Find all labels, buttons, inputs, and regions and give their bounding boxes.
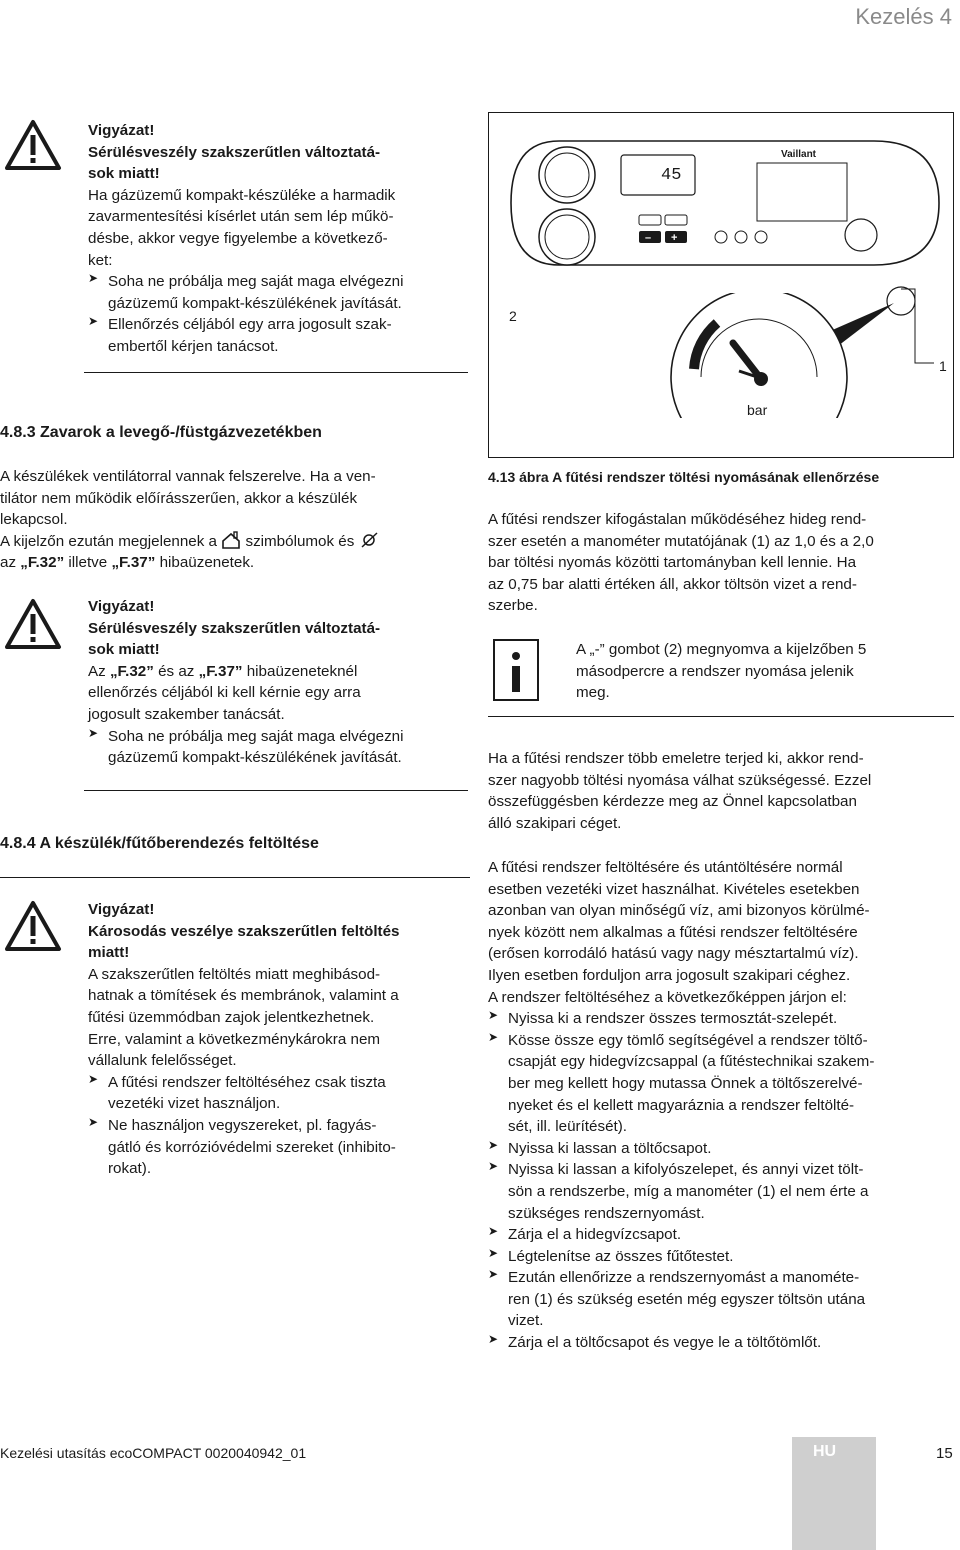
brand-logo: Vaillant [781,149,817,160]
body-line: ket: [88,251,113,269]
error-code: „F.37” [198,662,243,680]
bullet-line: ➤ Soha ne próbálja meg saját maga elvégezni [108,727,404,745]
bullet-line: ➤ Ezután ellenőrizze a rendszernyomást a manométe- [508,1269,860,1287]
body-line: désbe, akkor vegye figyelembe a következő- [88,229,388,247]
warning-subtitle: Sérülésveszély szakszerűtlen változtatá- [88,619,381,637]
section-483-body [0,466,470,574]
bullet-line: ➤ Soha ne próbálja meg saját maga elvégezni [108,273,404,291]
error-code: „F.32” [109,662,154,680]
bullet-item [88,1115,473,1180]
body-line: esetben vezetéki vizet használhat. Kivételes esetekben [488,880,860,898]
page-number: 15 [936,1445,953,1462]
bullet-line: vizet. [508,1312,544,1330]
text-span: hibaüzeneteknél [242,662,358,680]
body-line: az 0,75 bar alatti értéken áll, akkor töltsön vizet a rend- [488,575,857,593]
bullet-line: ➤ Zárja el a hidegvízcsapot. [508,1226,682,1244]
bullet-line: sét, ill. leürítését). [508,1118,628,1136]
step-item [488,1138,953,1160]
bullet-line: ➤ Ne használjon vegyszereket, pl. fagyás- [108,1116,377,1134]
info-note [576,639,956,704]
body-line: jogosult szakember tanácsát. [88,705,285,723]
warning-title: Vigyázat! [88,901,155,918]
bullet-line: ➤ Zárja el a töltőcsapot és vegye le a töltőtömlőt. [508,1334,822,1352]
body-line [0,531,470,553]
bullet-line: ren (1) és szükség esetén még egyszer töltsön utána [508,1290,866,1308]
text-span: A kijelzőn ezután megjelennek a [0,532,217,550]
bullet-line: ➤ A fűtési rendszer feltöltéséhez csak tiszta [108,1073,386,1091]
bullet-line: vezetéki vizet használjon. [108,1095,281,1113]
warning-title: Vigyázat! [88,122,155,139]
warning-title: Vigyázat! [88,598,155,615]
body-line: nyek között nem alkalmas a fűtési rendszer feltöltésére [488,923,858,941]
right-para-2 [488,748,953,834]
callout-label-2: 2 [509,308,517,324]
body-line: vállalunk felelősséget. [88,1052,237,1070]
warning-box-1 [88,120,473,358]
step-item [488,1332,953,1354]
language-code: HU [813,1443,837,1460]
body-line: szer esetén a manométer mutatójának (1) az 1,0 és a 2,0 [488,532,874,550]
body-line: A készülékek ventilátorral vannak felszerelve. Ha a ven- [0,468,376,485]
warning-box-3 [88,899,473,1180]
error-code: „F.32” [20,554,65,572]
bullet-line: sön a rendszerbe, míg a manométer (1) el nem érte a [508,1182,869,1200]
boiler-panel-figure [488,112,954,458]
warning-triangle-icon [4,118,62,172]
body-line [0,552,470,574]
body-line: meg. [576,684,610,702]
bullet-line: szükséges rendszernyomást. [508,1204,705,1222]
text-span: és az [153,662,199,680]
warning-triangle-icon [4,597,62,651]
bullet-item [88,1072,473,1115]
body-line: szer nagyobb töltési nyomása válhat szükségessé. Ezzel [488,771,872,789]
bullet-line: ➤ Kösse össze egy tömlő segítségével a rendszer töltő- [508,1031,868,1049]
bullet-line: gátló és korrózióvédelmi szereket (inhibito- [108,1138,396,1156]
bullet-line: ➤ Légtelenítse az összes fűtőtestet. [508,1247,734,1265]
bullet-item [88,271,473,314]
right-para-3 [488,857,953,1354]
text-span: hibaüzenetek. [155,554,255,572]
body-line: szerbe. [488,597,538,615]
body-line: A szakszerűtlen feltöltés miatt meghibásod- [88,965,381,983]
bullet-line: embertől kérjen tanácsot. [108,337,279,355]
bullet-line: ➤ Nyissa ki lassan a töltőcsapot. [508,1139,712,1157]
body-line [88,661,473,683]
chimney-symbol-icon [221,531,241,549]
body-line: A fűtési rendszer feltöltésére és utántöltésére normál [488,859,843,876]
display-readout: 45 [661,166,682,185]
body-line: azonban van olyan minőségű víz, ami bizonyos körülmé- [488,902,870,920]
text-span: illetve [64,554,112,572]
step-item [488,1224,953,1246]
divider [488,716,954,717]
step-item [488,1030,953,1138]
unit-label: bar [747,402,768,418]
right-para-1 [488,509,953,617]
bullet-line: ➤ Nyissa ki lassan a kifolyószelepet, és annyi vizet tölt- [508,1161,864,1179]
text-span: az [0,554,21,572]
boiler-control-panel-illustration [489,113,953,457]
body-line: Ilyen esetben forduljon arra jogosult szakipari céghez. [488,966,851,984]
footer-doc-title: Kezelési utasítás ecoCOMPACT 0020040942_01 [0,1445,307,1461]
section-heading: 4.8.4 A készülék/fűtőberendezés feltöltése [0,835,319,852]
bullet-line: nyeket és el kellett magyaráznia a rendszer feltölté- [508,1096,855,1114]
bullet-item [88,726,473,769]
step-item [488,1159,953,1224]
divider [84,372,468,373]
info-icon [492,638,540,702]
body-line: Erre, valamint a következménykárokra nem [88,1030,381,1048]
body-line: bar töltési nyomás közötti tartományban kell lennie. Ha [488,554,857,572]
body-line: A fűtési rendszer kifogástalan működéséhez hideg rend- [488,511,867,528]
figure-caption: 4.13 ábra A fűtési rendszer töltési nyomásának ellenőrzése [488,469,880,485]
body-line: zavarmentesítési kísérlet után sem lép műkö- [88,208,394,226]
section-heading: 4.8.3 Zavarok a levegő-/füstgázvezetékben [0,424,322,441]
warning-triangle-icon [4,899,62,953]
divider [0,877,470,878]
body-line: (erősen korrodáló hatású vagy nagy mésztartalmú víz). [488,945,859,963]
callout-label-1: 1 [939,358,947,374]
bullet-line: csapját egy hidegvízcsappal (a fűtéstechnikai szakem- [508,1053,875,1071]
warning-subtitle: Károsodás veszélye szakszerűtlen feltöltés [88,922,400,940]
bullet-line: rokat). [108,1160,152,1178]
chapter-header: Kezelés 4 [855,4,952,29]
svg-text:–: – [645,232,652,244]
warning-subtitle: sok miatt! [88,165,160,183]
bullet-line: ➤ Ellenőrzés céljából egy arra jogosult szak- [108,316,392,334]
language-tab [792,1437,876,1550]
step-item [488,1008,953,1030]
bullet-line: gázüzemű kompakt-készülékének javítását. [108,749,402,767]
svg-text:+: + [671,232,678,244]
step-item [488,1267,953,1332]
body-line: lekapcsol. [0,511,68,529]
body-line: álló szakipari céget. [488,814,622,832]
text-span: Az [88,662,110,680]
body-line: hatnak a tömítések és membránok, valamint a [88,987,399,1005]
body-line: A „-” gombot (2) megnyomva a kijelzőben 5 [576,641,867,658]
body-line: ellenőrzés céljából ki kell kérnie egy arra [88,684,361,702]
body-line: másodpercre a rendszer nyomása jelenik [576,662,854,680]
body-line: összefüggésben kérdezze meg az Önnel kapcsolatban [488,793,857,811]
bullet-line: gázüzemű kompakt-készülékének javítását. [108,294,402,312]
body-line: Ha gázüzemű kompakt-készüléke a harmadik [88,186,396,204]
warning-subtitle: Sérülésveszély szakszerűtlen változtatá- [88,143,381,161]
body-line: A rendszer feltöltéséhez a következőképpen járjon el: [488,988,847,1006]
divider [84,790,468,791]
body-line: Ha a fűtési rendszer több emeletre terjed ki, akkor rend- [488,750,864,767]
bullet-item [88,314,473,357]
bullet-line: ➤ Nyissa ki a rendszer összes termosztát-szelepét. [508,1010,838,1028]
warning-box-2 [88,596,473,769]
error-code: „F.37” [111,554,156,572]
text-span: szimbólumok és [245,532,355,550]
bullet-line: ber meg kellett hogy mutassa Önnek a töltőszerelvé- [508,1074,863,1092]
step-item [488,1246,953,1268]
warning-subtitle: miatt! [88,944,130,962]
body-line: fűtési üzemmódban zajok jelentkezhetnek. [88,1008,375,1026]
fan-crossed-icon [359,531,379,549]
warning-subtitle: sok miatt! [88,641,160,659]
body-line: tilátor nem működik előírásszerűen, akkor a készülék [0,489,358,507]
